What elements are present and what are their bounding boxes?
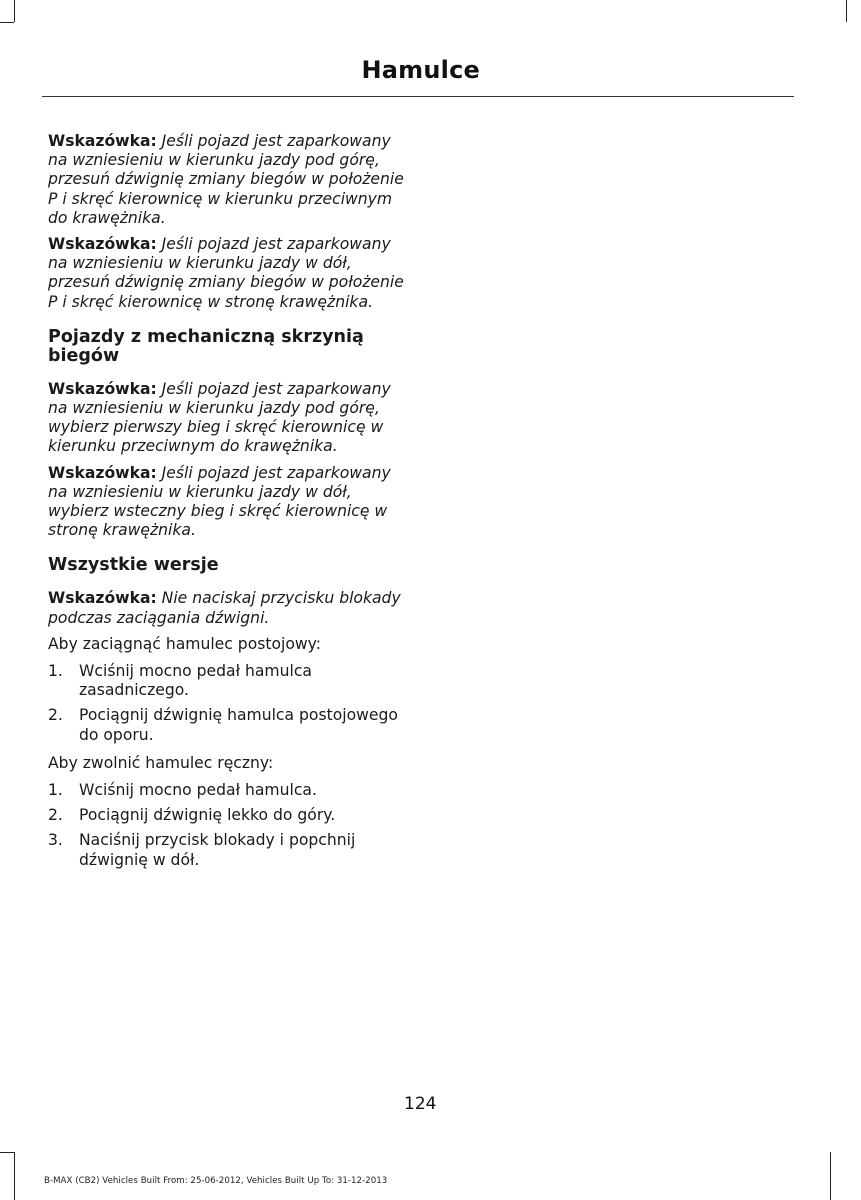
list-item	[48, 781, 408, 800]
note-label: Wskazówka:	[48, 132, 157, 150]
list-item	[48, 806, 408, 825]
note-paragraph	[48, 464, 408, 541]
apply-intro: Aby zaciągnąć hamulec postojowy:	[48, 634, 321, 653]
note-text: Nie naciskaj przycisku blokady podczas zaciągania dźwigni.	[48, 589, 401, 627]
note-text: Jeśli pojazd jest zaparkowany na wzniesieniu w kierunku jazdy pod górę, przesuń dźwignię zmiany biegów w położenie P i skręć kierownicę w kierunku przeciwnym do krawężnika.	[48, 132, 404, 227]
page-number: 124	[404, 1094, 437, 1114]
crop-mark	[14, 0, 15, 22]
note-text: Jeśli pojazd jest zaparkowany na wzniesieniu w kierunku jazdy w dół, przesuń dźwignię zmiany biegów w położenie P i skręć kierownicę w stronę krawężnika.	[48, 235, 404, 311]
step-text: Wciśnij mocno pedał hamulca zasadniczego.	[79, 662, 312, 700]
crop-mark	[14, 1152, 15, 1200]
step-number: 3.	[48, 831, 63, 850]
release-intro: Aby zwolnić hamulec ręczny:	[48, 753, 274, 772]
note-text: Jeśli pojazd jest zaparkowany na wzniesieniu w kierunku jazdy pod górę, wybierz pierwszy bieg i skręć kierownicę w kierunku przeciwnym do krawężnika.	[48, 379, 391, 456]
release-steps-list	[48, 781, 408, 870]
list-item	[48, 662, 408, 700]
step-text: Pociągnij dźwignię hamulca postojowego do oporu.	[79, 706, 398, 744]
apply-steps-list	[48, 662, 408, 745]
step-number: 2.	[48, 806, 63, 825]
note-label: Wskazówka:	[48, 235, 157, 254]
crop-mark	[0, 1152, 14, 1153]
footer-text: B-MAX (CB2) Vehicles Built From: 25-06-2012, Vehicles Built Up To: 31-12-2013	[44, 1176, 388, 1186]
step-number: 1.	[48, 781, 63, 800]
note-paragraph	[48, 589, 408, 627]
main-column	[48, 132, 408, 879]
note-label: Wskazówka:	[48, 589, 157, 608]
step-text: Pociągnij dźwignię lekko do góry.	[79, 806, 336, 825]
list-item	[48, 706, 408, 744]
header-divider	[42, 96, 794, 97]
crop-mark	[0, 22, 14, 23]
crop-mark	[846, 0, 847, 22]
section-heading-all: Wszystkie wersje	[48, 555, 219, 576]
page-title: Hamulce	[361, 56, 480, 84]
note-label: Wskazówka:	[48, 379, 157, 398]
note-label: Wskazówka:	[48, 463, 157, 482]
note-text: Jeśli pojazd jest zaparkowany na wzniesieniu w kierunku jazdy w dół, wybierz wsteczny bieg i skręć kierownicę w stronę krawężnika.	[48, 463, 391, 540]
note-paragraph	[48, 235, 408, 312]
list-item	[48, 831, 408, 869]
step-number: 2.	[48, 706, 63, 725]
note-paragraph	[48, 132, 408, 228]
step-text: Wciśnij mocno pedał hamulca.	[79, 781, 317, 800]
crop-mark	[830, 1152, 831, 1200]
step-number: 1.	[48, 662, 63, 681]
section-heading-manual: Pojazdy z mechaniczną skrzynią biegów	[48, 326, 364, 366]
note-paragraph	[48, 380, 408, 457]
step-text: Naciśnij przycisk blokady i popchnij dźwignię w dół.	[79, 831, 356, 869]
